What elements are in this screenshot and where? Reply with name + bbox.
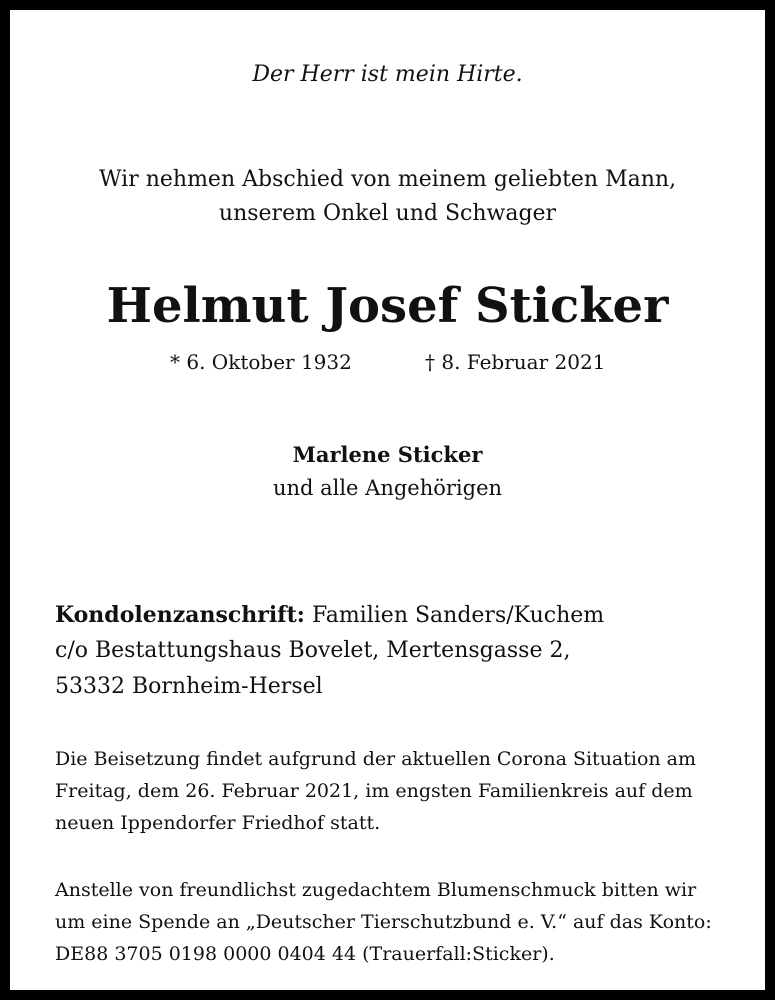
condolence-label: Kondolenzanschrift: [55, 602, 305, 628]
condolence-recipient: Familien Sanders/Kuchem [311, 603, 605, 628]
mourner-name: Marlene Sticker [292, 442, 483, 467]
funeral-text-line: neuen Ippendorfer Friedhof statt. [55, 812, 381, 834]
intro-line-1: Wir nehmen Abschied von meinem geliebten Mann, [98, 167, 677, 192]
donation-text-line: Anstelle von freundlichst zugedachtem Blumenschmuck bitten wir [55, 879, 697, 901]
death-date: † 8. Februar 2021 [425, 350, 606, 374]
condolence-address-line-1 [55, 602, 755, 628]
funeral-text-line: Die Beisetzung findet aufgrund der aktuellen Corona Situation am [55, 748, 697, 770]
intro-line-2: unserem Onkel und Schwager [218, 201, 557, 226]
condolence-address-line-3: 53332 Bornheim-Hersel [55, 674, 323, 699]
relatives-line: und alle Angehörigen [272, 476, 503, 500]
birth-date: * 6. Oktober 1932 [170, 350, 352, 374]
donation-text-line: um eine Spende an „Deutscher Tierschutzbund e. V.“ auf das Konto: [55, 911, 712, 933]
funeral-text-line: Freitag, dem 26. Februar 2021, im engsten Familienkreis auf dem [55, 780, 693, 802]
donation-text-line: DE88 3705 0198 0000 0404 44 (Trauerfall:Sticker). [55, 943, 555, 965]
condolence-address-line-2: c/o Bestattungshaus Bovelet, Mertensgasse 2, [55, 638, 571, 663]
motto: Der Herr ist mein Hirte. [252, 62, 523, 87]
deceased-name: Helmut Josef Sticker [106, 278, 669, 334]
